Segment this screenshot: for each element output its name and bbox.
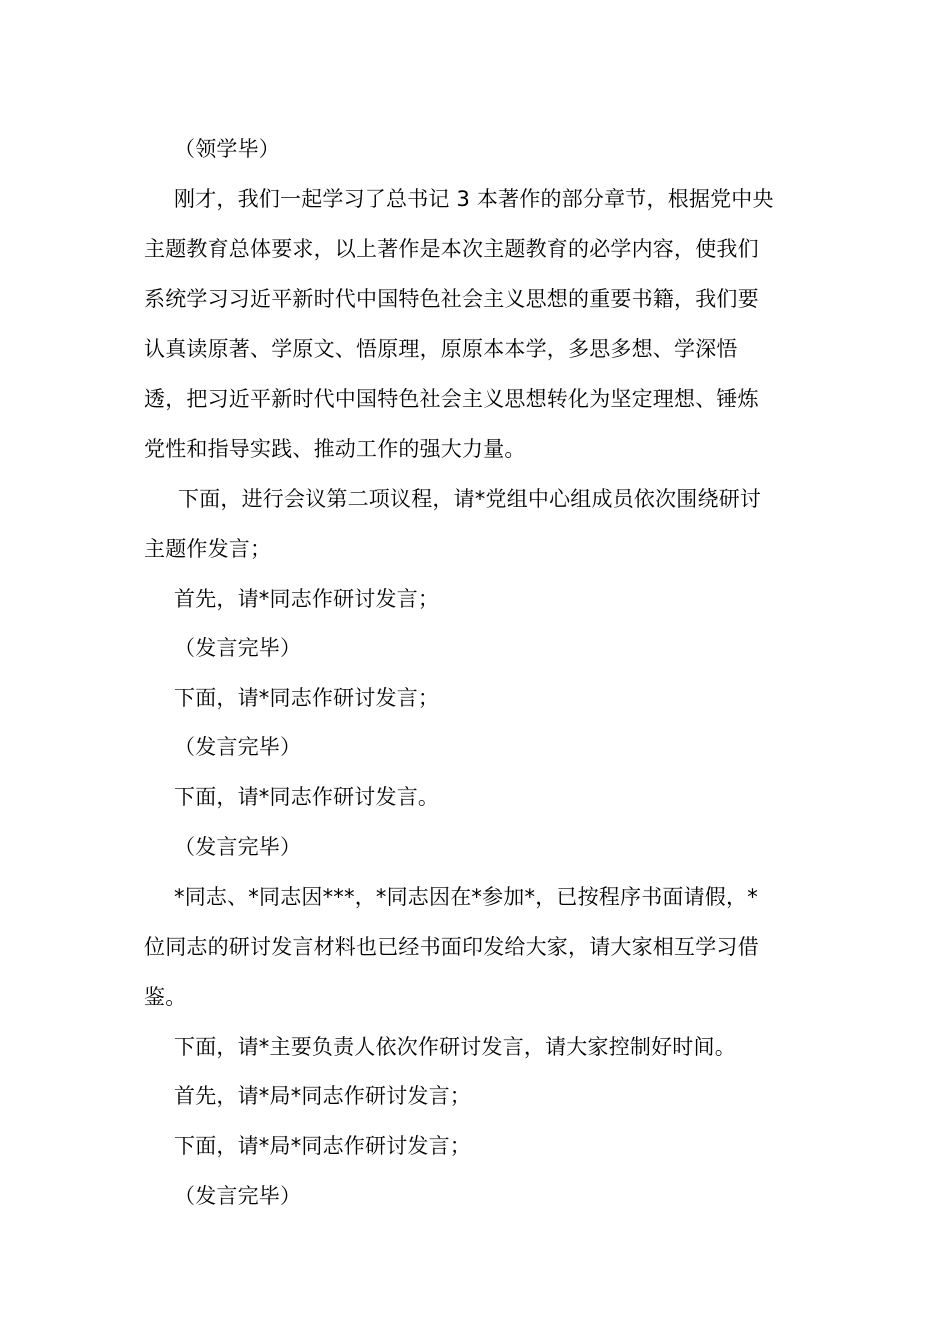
text-line: （发言完毕） [174,1184,302,1208]
text-line: （发言完毕） [174,835,302,859]
text-line: 主题作发言； [144,537,272,561]
text-line: 位同志的研讨发言材料也已经书面印发给大家，请大家相互学习借 [144,935,759,959]
text-line: （发言完毕） [174,636,302,660]
text-line: 下面，请*主要负责人依次作研讨发言，请大家控制好时间。 [174,1035,736,1059]
text-line: 下面，进行会议第二项议程，请*党组中心组成员依次围绕研讨 [178,487,762,511]
text-line: 系统学习习近平新时代中国特色社会主义思想的重要书籍，我们要 [144,287,759,311]
text-line: 党性和指导实践、推动工作的强大力量。 [144,437,526,461]
text-line: 主题教育总体要求，以上著作是本次主题教育的必学内容，使我们 [144,237,759,261]
text-line: 下面，请*局*同志作研讨发言； [174,1134,471,1158]
text-line: （领学毕） [174,137,280,161]
text-line: （发言完毕） [174,735,302,759]
text-line: 下面，请*同志作研讨发言。 [174,785,440,809]
text-line: *同志、*同志因***，*同志因在*参加*，已按程序书面请假，* [174,885,758,909]
text-line: 透，把习近平新时代中国特色社会主义思想转化为坚定理想、锤炼 [144,387,759,411]
text-line: 首先，请*局*同志作研讨发言； [174,1084,471,1108]
text-line: 下面，请*同志作研讨发言； [174,686,440,710]
text-line: 首先，请*同志作研讨发言； [174,587,440,611]
text-line: 刚才，我们一起学习了总书记 3 本著作的部分章节，根据党中央 [174,187,774,211]
text-line: 认真读原著、学原文、悟原理，原原本本学，多思多想、学深悟 [144,337,738,361]
text-line: 鉴。 [144,985,187,1009]
